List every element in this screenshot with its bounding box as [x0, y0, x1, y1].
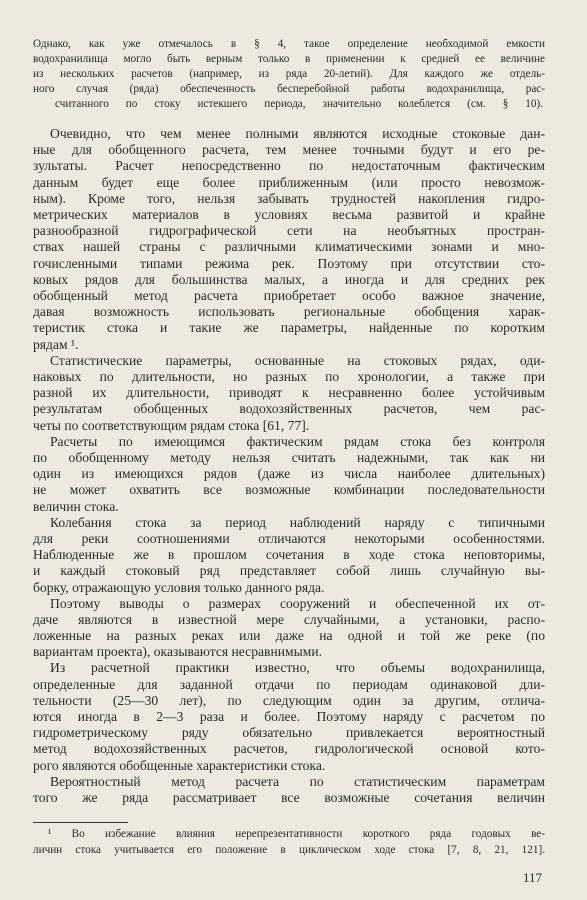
body-line-34: Из расчетной практики известно, что объемы водохранилища,: [50, 660, 545, 676]
body-line-27: Наблюденные же в прошлом сочетания в ходе стока неповторимы,: [33, 547, 545, 563]
body-line-42: того же ряда рассматривает все возможные сочетания величин: [33, 790, 545, 805]
body-line-8: ствах нашей страны с различными климатическими зонами и мно-: [33, 239, 545, 255]
body-line-23: не может охватить все возможные комбинации последовательности: [33, 482, 545, 498]
body-line-17: разной их длительности, приводят к несравненно более устойчивым: [33, 385, 545, 401]
intro-line-1: Однако, как уже отмечалось в § 4, такое определение необходимой емкости: [33, 38, 545, 50]
body-line-37: ются иногда в 2—3 раза и более. Поэтому наряду с расчетом по: [33, 709, 545, 724]
body-line-13: теристик стока и такие же параметры, найденные по коротким: [33, 320, 545, 336]
body-line-25: Колебания стока за период наблюдений наряду с типичными: [50, 514, 545, 530]
body-line-20: Расчеты по имеющимся фактическим рядам стока без контроля: [50, 433, 545, 449]
body-line-1: Очевидно, что чем менее полными являются исходные стоковые дан-: [50, 126, 545, 141]
body-line-38: гидрометрическому ряду обязательно привлекается вероятностный: [33, 725, 545, 741]
body-line-4: данным будет еще более приближенным (или просто невозмож-: [33, 174, 545, 190]
body-line-5: ным). Кроме того, нельзя забывать трудностей накопления гидро-: [33, 190, 545, 206]
body-line-10: ковых рядов для большинства малых, а иногда и для средних рек: [33, 271, 545, 287]
body-line-3: зультаты. Расчет непосредственно по недостаточным фактическим: [33, 158, 545, 174]
page-number: 117: [523, 870, 543, 885]
footnote-line-1: ¹ Во избежание влияния нерепрезентативности короткого ряда годовых ве-: [48, 828, 545, 840]
body-line-40: рого являются обобщенные характеристики стока.: [33, 757, 326, 773]
body-line-7: разнообразной гидрографической сети на необъятных простран-: [33, 223, 545, 239]
body-line-35: определенные для заданной отдачи по периодам одинаковой дли-: [33, 676, 545, 692]
body-line-19: четы по соответствующим рядам стока [61, 77].: [33, 417, 310, 433]
body-line-18: результатам обобщенных водохозяйственных расчетов, чем рас-: [33, 401, 545, 417]
body-line-26: для реки соотношениями отличаются некоторыми особенностями.: [33, 530, 545, 546]
body-line-30: Поэтому выводы о размерах сооружений и обеспеченной их от-: [50, 595, 545, 611]
footnote-rule: [33, 822, 128, 823]
body-line-36: тельности (25—30 лет), по следующим один за другим, отлича-: [33, 692, 545, 708]
intro-line-2: водохранилища могло быть верным только в применении к средней ее величине: [33, 53, 545, 65]
body-line-11: обобщенный метод расчета приобретает особо важное значение,: [33, 288, 545, 303]
body-line-12: давая возможность использовать региональные обобщения харак-: [33, 304, 545, 320]
body-line-31: даче являются в известной мере случайными, а установки, распо-: [33, 611, 545, 627]
body-line-21: по обобщенному методу нельзя считать надежными, так как ни: [33, 449, 545, 465]
body-line-22: один из имеющихся рядов (даже из числа наиболее длительных): [33, 466, 545, 482]
body-line-29: борку, отражающую условия только данного ряда.: [33, 579, 325, 595]
body-line-16: наковых по длительности, но разных по хронологии, а также при: [33, 368, 545, 384]
body-line-15: Статистические параметры, основанные на стоковых рядах, оди-: [50, 352, 545, 368]
body-line-33: вариантам проекта), оказываются несравнимыми.: [33, 644, 323, 660]
body-line-14: рядам ¹.: [33, 336, 79, 352]
intro-line-4: ного случая (ряда) обеспеченность бесперебойной работы водохранилища, рас-: [33, 83, 545, 95]
body-line-41: Вероятностный метод расчета по статистическим параметрам: [50, 773, 545, 789]
intro-line-3: из нескольких расчетов (например, из ряда 20-летий). Для каждого же отдель-: [33, 68, 545, 80]
body-line-9: гочисленными типами режима рек. Поэтому при отсутствии сто-: [33, 255, 545, 271]
intro-line-5: считанного по стоку истекшего периода, значительно колеблется (см. § 10).: [55, 98, 543, 110]
body-line-32: ложенные на разных реках или даже на одной и той же реке (по: [33, 628, 545, 643]
footnote-line-2: личин стока учитывается его положение в циклическом ходе стока [7, 8, 21, 121].: [33, 844, 545, 856]
body-line-28: и каждый стоковый ряд представляет собой лишь случайную вы-: [33, 563, 545, 579]
body-line-24: величин стока.: [33, 498, 119, 514]
body-line-2: ные для обобщенного расчета, тем менее точными будут и его ре-: [33, 142, 545, 158]
body-line-39: метод водохозяйственных расчетов, гидрологической основой кото-: [33, 741, 545, 757]
body-line-6: метрических материалов в условиях весьма развитой и крайне: [33, 207, 545, 222]
